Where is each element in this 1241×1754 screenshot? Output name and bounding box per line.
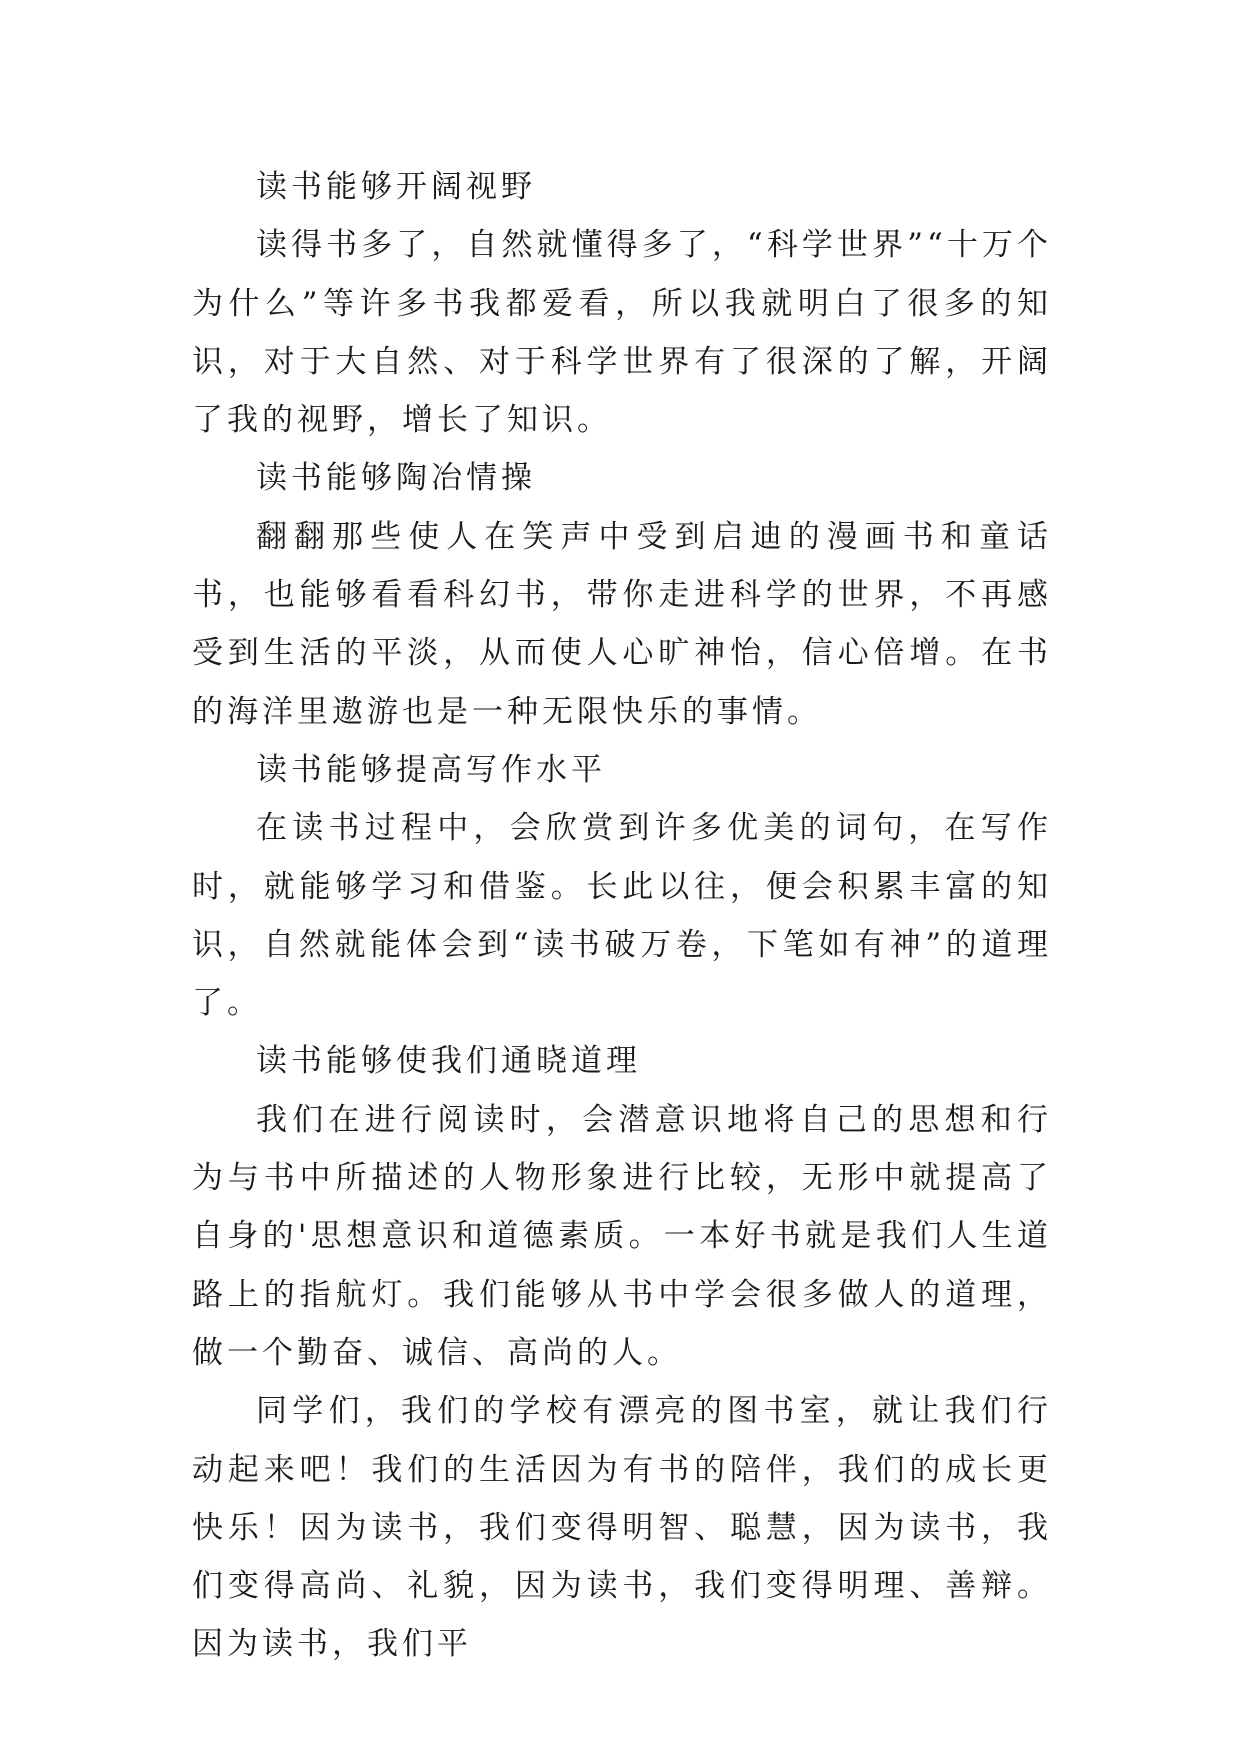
paragraph-cultivate-character: 翻翻那些使人在笑声中受到启迪的漫画书和童话书，也能够看看科幻书，带你走进科学的世界，不再感受到生活的平淡，从而使人心旷神怡，信心倍增。在书的海洋里遨游也是一种无限快乐的事情。 — [192, 518, 1052, 730]
section-heading-improve-writing: 读书能够提高写作水平 — [256, 751, 606, 788]
paragraph-broaden-horizons: 读得书多了，自然就懂得多了，“科学世界”“十万个为什么”等许多书我都爱看，所以我就明白了很多的知识，对于大自然、对于科学世界有了很深的了解，开阔了我的视野，增长了知识。 — [192, 227, 1052, 439]
document-body — [192, 158, 1052, 1674]
section-heading-broaden-horizons: 读书能够开阔视野 — [256, 169, 536, 205]
section-heading-cultivate-character: 读书能够陶冶情操 — [256, 460, 536, 497]
section-heading-understand-reason: 读书能够使我们通晓道理 — [256, 1043, 641, 1080]
paragraph-closing: 同学们，我们的学校有漂亮的图书室，就让我们行动起来吧！我们的生活因为有书的陪伴，我们的成长更快乐！因为读书，我们变得明智、聪慧，因为读书，我们变得高尚、礼貌，因为读书，我们变得明理、善辩。因为读书，我们平 — [192, 1393, 1052, 1663]
paragraph-improve-writing: 在读书过程中，会欣赏到许多优美的词句，在写作时，就能够学习和借鉴。长此以往，便会积累丰富的知识，自然就能体会到“读书破万卷，下笔如有神”的道理了。 — [192, 810, 1052, 1022]
paragraph-understand-reason: 我们在进行阅读时，会潜意识地将自己的思想和行为与书中所描述的人物形象进行比较，无形中就提高了自身的'思想意识和道德素质。一本好书就是我们人生道路上的指航灯。我们能够从书中学会很多做人的道理，做一个勤奋、诚信、高尚的人。 — [192, 1101, 1052, 1371]
